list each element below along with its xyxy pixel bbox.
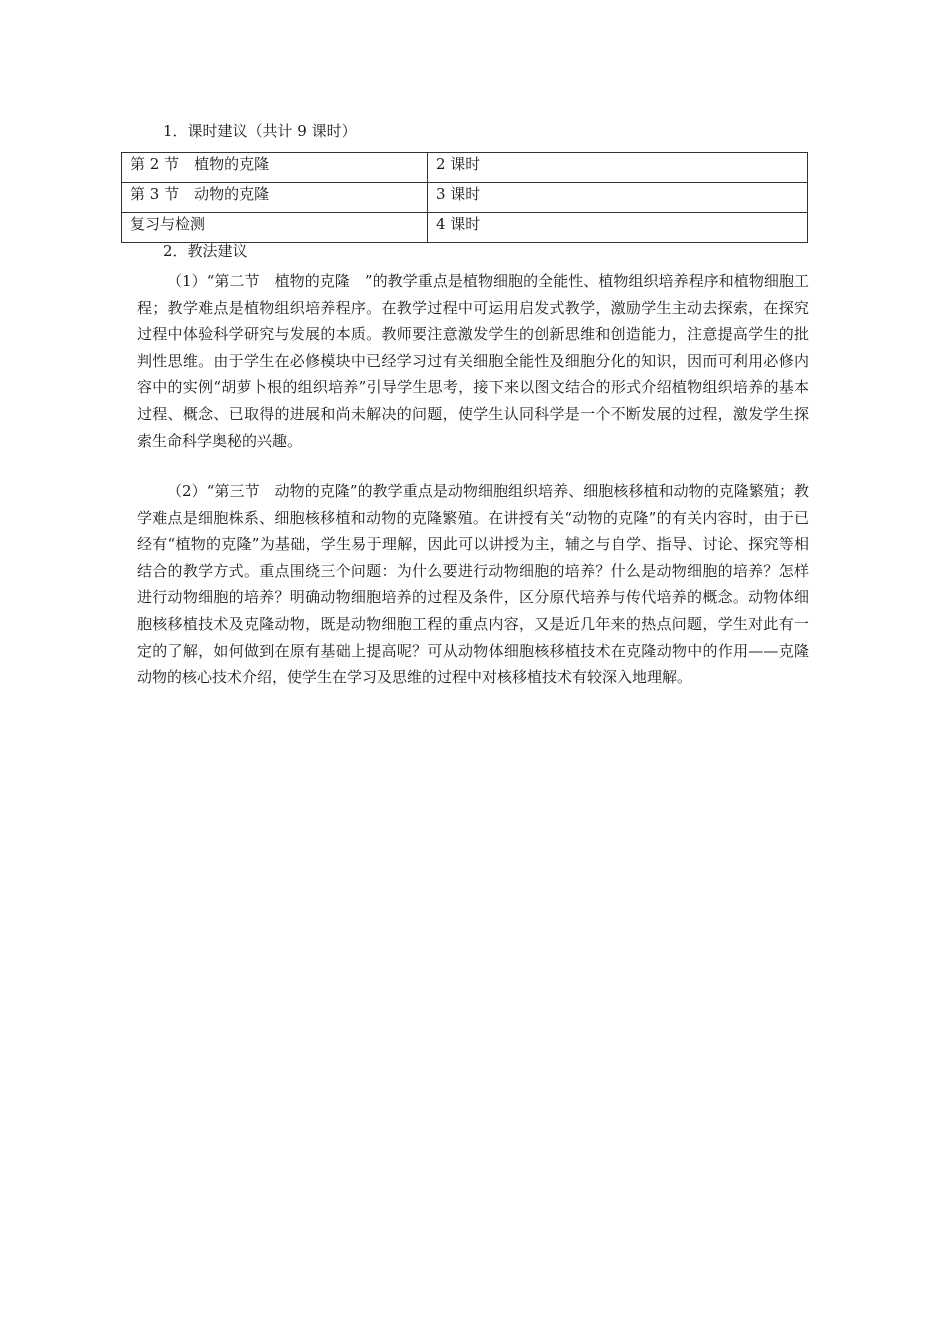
schedule-table: [121, 152, 808, 243]
methods-paragraph-plant-cloning: （1）“第二节 植物的克隆 ”的教学重点是植物细胞的全能性、植物组织培养程序和植物细胞工程；教学难点是植物组织培养程序。在教学过程中可运用启发式教学，激励学生主动去探索，在探究过程中体验科学研究与发展的本质。教师要注意激发学生的创新思维和创造能力，注意提高学生的批判性思维。由于学生在必修模块中已经学习过有关细胞全能性及细胞分化的知识，因而可利用必修内容中的实例“胡萝卜根的组织培养”引导学生思考，接下来以图文结合的形式介绍植物组织培养的基本过程、概念、已取得的进展和尚未解决的问题，使学生认同科学是一个不断发展的过程，激发学生探索生命科学奥秘的兴趣。: [137, 272, 809, 450]
hours-cell: 2 课时: [428, 153, 808, 183]
schedule-heading: 1．课时建议（共计 9 课时）: [163, 122, 357, 140]
hours-cell: 3 课时: [428, 183, 808, 213]
methods-heading: 2．教法建议: [163, 242, 248, 260]
methods-paragraph-animal-cloning: （2）“第三节 动物的克隆”的教学重点是动物细胞组织培养、细胞核移植和动物的克隆繁殖；教学难点是细胞株系、细胞核移植和动物的克隆繁殖。在讲授有关“动物的克隆”的有关内容时，由于已经有“植物的克隆”为基础，学生易于理解，因此可以讲授为主，辅之与自学、指导、讨论、探究等相结合的教学方式。重点围绕三个问题：为什么要进行动物细胞的培养？什么是动物细胞的培养？怎样进行动物细胞的培养？明确动物细胞培养的过程及条件，区分原代培养与传代培养的概念。动物体细胞核移植技术及克隆动物，既是动物细胞工程的重点内容，又是近几年来的热点问题，学生对此有一定的了解，如何做到在原有基础上提高呢？可从动物体细胞核移植技术在克隆动物中的作用——克隆动物的核心技术介绍，使学生在学习及思维的过程中对核移植技术有较深入地理解。: [137, 482, 809, 687]
table-row: [122, 213, 808, 243]
section-cell: 第 3 节 动物的克隆: [122, 183, 428, 213]
hours-cell: 4 课时: [428, 213, 808, 243]
table-row: [122, 153, 808, 183]
section-cell: 复习与检测: [122, 213, 428, 243]
section-cell: 第 2 节 植物的克隆: [122, 153, 428, 183]
table-row: [122, 183, 808, 213]
